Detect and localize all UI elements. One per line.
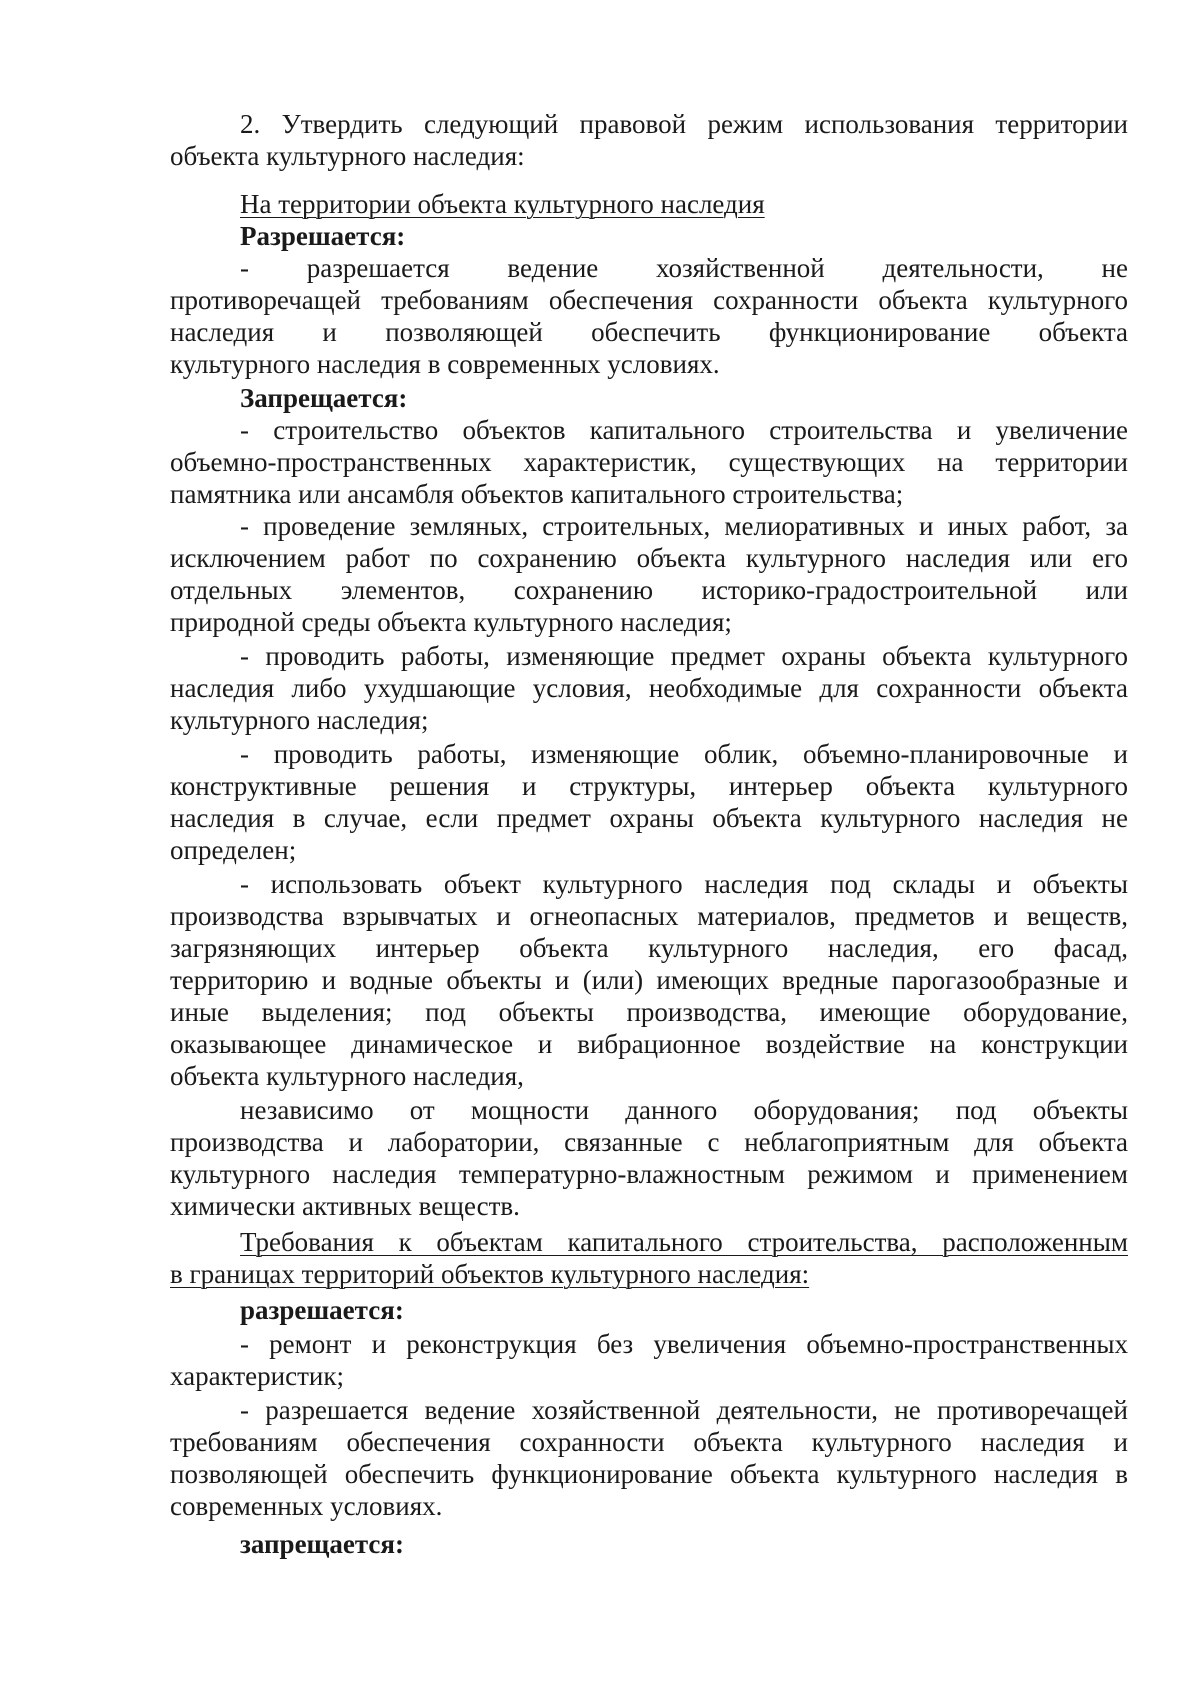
text-line: отдельных элементов, сохранению историко-градостроительной или bbox=[170, 575, 1128, 605]
text-line: - строительство объектов капитального строительства и увеличение bbox=[240, 415, 1128, 445]
text-line: - проводить работы, изменяющие облик, объемно-планировочные и bbox=[240, 739, 1128, 769]
text-line: конструктивные решения и структуры, интерьер объекта культурного bbox=[170, 771, 1128, 801]
text-line: наследия и позволяющей обеспечить функционирование объекта bbox=[170, 317, 1128, 347]
paragraph-intro: 2. Утвердить следующий правовой режим использования территории bbox=[240, 109, 1128, 139]
text-line: - использовать объект культурного наследия под склады и объекты bbox=[240, 869, 1128, 899]
paragraph-intro-cont: объекта культурного наследия: bbox=[170, 141, 525, 171]
text-line: - разрешается ведение хозяйственной деятельности, не противоречащей bbox=[240, 1395, 1128, 1425]
text-line: характеристик; bbox=[170, 1361, 344, 1391]
text-line: производства и лаборатории, связанные с неблагоприятным для объекта bbox=[170, 1127, 1128, 1157]
forbidden-heading-2: запрещается: bbox=[240, 1529, 405, 1559]
text-line: наследия либо ухудшающие условия, необходимые для сохранности объекта bbox=[170, 673, 1128, 703]
text-line: независимо от мощности данного оборудования; под объекты bbox=[240, 1095, 1128, 1125]
text-line: - разрешается ведение хозяйственной деятельности, не bbox=[240, 253, 1128, 283]
text-line: - проводить работы, изменяющие предмет охраны объекта культурного bbox=[240, 641, 1128, 671]
text-line: определен; bbox=[170, 835, 297, 865]
forbidden-heading: Запрещается: bbox=[240, 383, 408, 413]
text-line: загрязняющих интерьер объекта культурного наследия, его фасад, bbox=[170, 933, 1128, 963]
text-line: - проведение земляных, строительных, мелиоративных и иных работ, за bbox=[240, 511, 1128, 541]
text-line: иные выделения; под объекты производства, имеющие оборудование, bbox=[170, 997, 1128, 1027]
text-line: объемно-пространственных характеристик, существующих на территории bbox=[170, 447, 1128, 477]
text-line: исключением работ по сохранению объекта культурного наследия или его bbox=[170, 543, 1128, 573]
text-line: современных условиях. bbox=[170, 1491, 443, 1521]
allowed-heading: Разрешается: bbox=[240, 221, 406, 251]
text-line: объекта культурного наследия, bbox=[170, 1061, 524, 1091]
text-line: требованиям обеспечения сохранности объекта культурного наследия и bbox=[170, 1427, 1128, 1457]
section-heading-territory: На территории объекта культурного наследия bbox=[240, 189, 765, 219]
text-line: памятника или ансамбля объектов капитального строительства; bbox=[170, 479, 904, 509]
text-line: - ремонт и реконструкция без увеличения объемно-пространственных bbox=[240, 1329, 1128, 1359]
text-line: природной среды объекта культурного наследия; bbox=[170, 607, 732, 637]
allowed-heading-2: разрешается: bbox=[240, 1295, 404, 1325]
text-line: химически активных веществ. bbox=[170, 1191, 520, 1221]
text-line: производства взрывчатых и огнеопасных материалов, предметов и веществ, bbox=[170, 901, 1128, 931]
section-heading-requirements: Требования к объектам капитального строительства, расположенным bbox=[240, 1227, 1128, 1257]
text-line: оказывающее динамическое и вибрационное воздействие на конструкции bbox=[170, 1029, 1128, 1059]
text-line: территорию и водные объекты и (или) имеющих вредные парогазообразные и bbox=[170, 965, 1128, 995]
section-heading-requirements-cont: в границах территорий объектов культурного наследия: bbox=[170, 1259, 810, 1289]
text-line: культурного наследия температурно-влажностным режимом и применением bbox=[170, 1159, 1128, 1189]
text-line: культурного наследия; bbox=[170, 705, 429, 735]
text-line: противоречащей требованиям обеспечения сохранности объекта культурного bbox=[170, 285, 1128, 315]
text-line: культурного наследия в современных условиях. bbox=[170, 349, 720, 379]
text-line: наследия в случае, если предмет охраны объекта культурного наследия не bbox=[170, 803, 1128, 833]
text-line: позволяющей обеспечить функционирование объекта культурного наследия в bbox=[170, 1459, 1128, 1489]
